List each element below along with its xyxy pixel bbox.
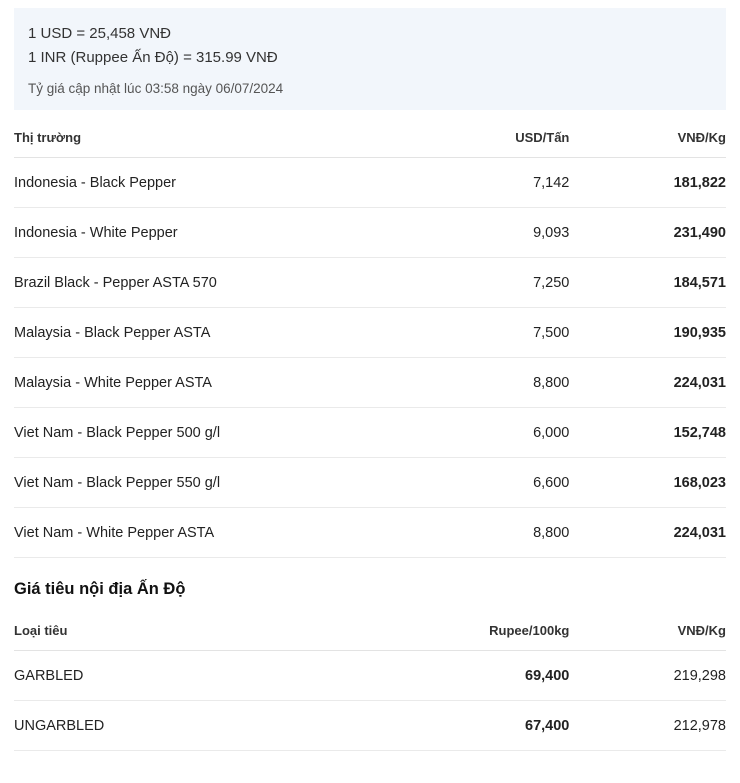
header-pepper-type: Loại tiêu xyxy=(14,609,384,651)
table-row xyxy=(14,308,726,358)
cell-pepper-type: GARBLED xyxy=(14,651,384,701)
cell-market: Viet Nam - White Pepper ASTA xyxy=(14,508,384,558)
exchange-rate-inr: 1 INR (Ruppee Ấn Độ) = 315.99 VNĐ xyxy=(28,49,278,66)
exchange-rate-box xyxy=(14,8,726,110)
table-row xyxy=(14,358,726,408)
india-section-title: Giá tiêu nội địa Ấn Độ xyxy=(14,580,186,598)
cell-market: Indonesia - White Pepper xyxy=(14,208,384,258)
world-market-table-body xyxy=(14,158,726,558)
cell-vnd: 181,822 xyxy=(569,158,726,208)
table-row xyxy=(14,508,726,558)
table-row xyxy=(14,258,726,308)
cell-usd: 8,800 xyxy=(384,358,569,408)
world-market-table xyxy=(14,116,726,558)
cell-market: Viet Nam - Black Pepper 550 g/l xyxy=(14,458,384,508)
exchange-rate-updated: Tỷ giá cập nhật lúc 03:58 ngày 06/07/2024 xyxy=(28,81,284,96)
cell-vnd: 152,748 xyxy=(569,408,726,458)
cell-vnd: 231,490 xyxy=(569,208,726,258)
pepper-price-page xyxy=(0,8,740,751)
header-vnd-per-kg: VNĐ/Kg xyxy=(569,116,726,158)
cell-usd: 7,142 xyxy=(384,158,569,208)
india-price-table xyxy=(14,609,726,751)
table-row xyxy=(14,701,726,751)
cell-vnd: 212,978 xyxy=(569,701,726,751)
table-row xyxy=(14,208,726,258)
cell-market: Viet Nam - Black Pepper 500 g/l xyxy=(14,408,384,458)
cell-vnd: 219,298 xyxy=(569,651,726,701)
cell-usd: 7,250 xyxy=(384,258,569,308)
table-row xyxy=(14,408,726,458)
table-header-row xyxy=(14,116,726,158)
cell-rupee: 67,400 xyxy=(384,701,569,751)
header-market: Thị trường xyxy=(14,116,384,158)
exchange-rate-usd: 1 USD = 25,458 VNĐ xyxy=(28,25,171,42)
cell-vnd: 190,935 xyxy=(569,308,726,358)
india-price-table-head xyxy=(14,609,726,651)
cell-market: Malaysia - Black Pepper ASTA xyxy=(14,308,384,358)
header-vnd-per-kg: VNĐ/Kg xyxy=(569,609,726,651)
cell-vnd: 184,571 xyxy=(569,258,726,308)
india-price-table-body xyxy=(14,651,726,751)
cell-pepper-type: UNGARBLED xyxy=(14,701,384,751)
world-market-table-head xyxy=(14,116,726,158)
table-row xyxy=(14,158,726,208)
table-row xyxy=(14,458,726,508)
cell-usd: 8,800 xyxy=(384,508,569,558)
cell-usd: 6,600 xyxy=(384,458,569,508)
cell-vnd: 224,031 xyxy=(569,358,726,408)
cell-rupee: 69,400 xyxy=(384,651,569,701)
table-row xyxy=(14,651,726,701)
cell-market: Indonesia - Black Pepper xyxy=(14,158,384,208)
cell-vnd: 168,023 xyxy=(569,458,726,508)
cell-usd: 6,000 xyxy=(384,408,569,458)
cell-market: Malaysia - White Pepper ASTA xyxy=(14,358,384,408)
header-rupee-per-100kg: Rupee/100kg xyxy=(384,609,569,651)
cell-vnd: 224,031 xyxy=(569,508,726,558)
header-usd-per-ton: USD/Tấn xyxy=(384,116,569,158)
cell-usd: 9,093 xyxy=(384,208,569,258)
cell-market: Brazil Black - Pepper ASTA 570 xyxy=(14,258,384,308)
cell-usd: 7,500 xyxy=(384,308,569,358)
table-header-row xyxy=(14,609,726,651)
